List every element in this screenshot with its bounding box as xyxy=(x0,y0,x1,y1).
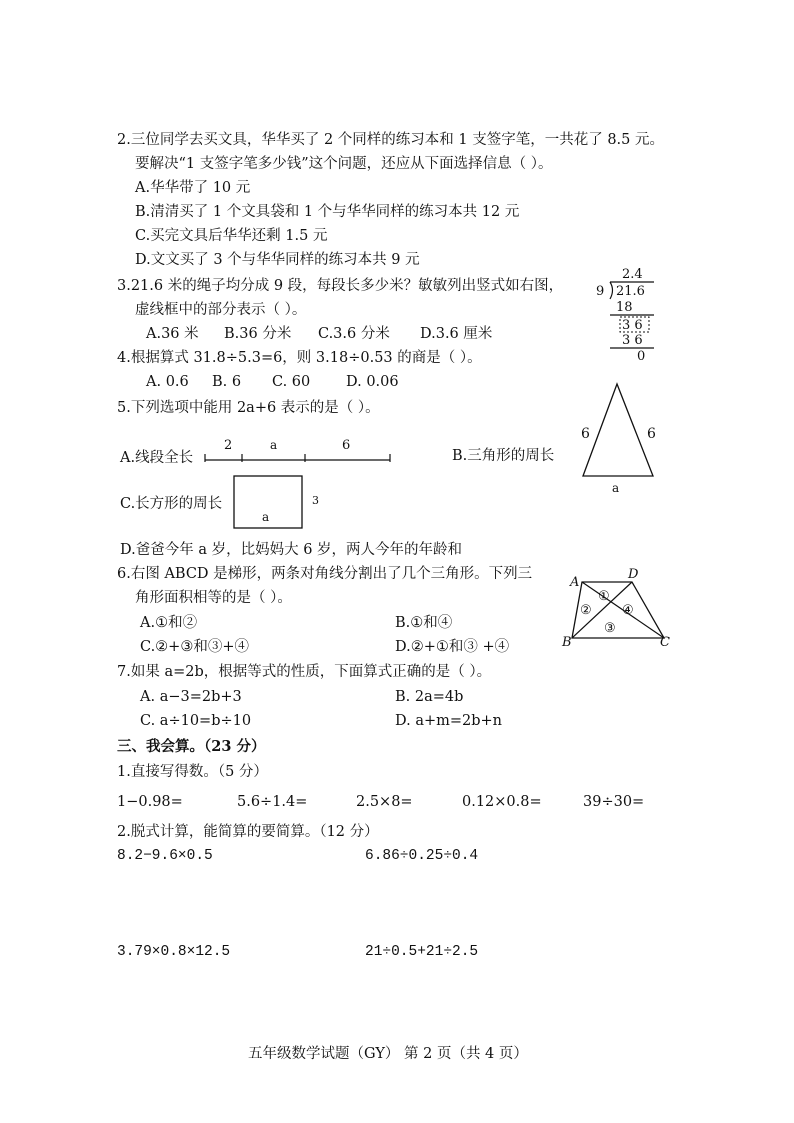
q6-option-b: B.①和④ xyxy=(395,615,453,631)
q4-option-c: C. 60 xyxy=(272,374,311,390)
q4-option-a: A. 0.6 xyxy=(146,374,189,390)
triangle-label-left: 6 xyxy=(581,426,590,442)
division-step2: 3 6 xyxy=(622,333,643,348)
q3-stem-line1: 3.21.6 米的绳子均分成 9 段，每段长多少米？敏敏列出竖式如右图， xyxy=(117,278,564,294)
q7-stem: 7.如果 a=2b，根据等式的性质，下面算式正确的是（ ）。 xyxy=(117,664,492,680)
segment-figure xyxy=(200,434,400,464)
page-footer: 五年级数学试题（GY） 第 2 页（共 4 页） xyxy=(248,1046,528,1062)
segment-label-6: 6 xyxy=(342,438,351,453)
division-final: 0 xyxy=(637,349,646,364)
q3-option-b: B.36 分米 xyxy=(224,326,292,342)
direct-calc-1: 1−0.98= xyxy=(117,794,183,810)
rectangle-label-a: a xyxy=(262,510,270,524)
section3-title: 三、我会算。（23 分） xyxy=(117,738,266,755)
q2-option-d: D.文文买了 3 个与华华同样的练习本共 9 元 xyxy=(135,252,420,268)
triangle-label-bottom: a xyxy=(612,481,620,495)
calc-expression-1: 8.2−9.6×0.5 xyxy=(117,848,213,864)
q5-option-b: B.三角形的周长 xyxy=(452,448,555,464)
q7-option-c: C. a÷10=b÷10 xyxy=(140,713,252,729)
calc-expression-3: 3.79×0.8×12.5 xyxy=(117,944,231,960)
division-dividend: 21.6 xyxy=(616,284,645,299)
triangle-label-right: 6 xyxy=(647,426,656,442)
q3-stem-line2: 虚线框中的部分表示（ ）。 xyxy=(135,302,307,318)
q3-option-c: C.3.6 分米 xyxy=(318,326,390,342)
q5-option-d: D.爸爸今年 a 岁，比妈妈大 6 岁，两人今年的年龄和 xyxy=(120,542,463,558)
q2-option-b: B.清清买了 1 个文具袋和 1 个与华华同样的练习本共 12 元 xyxy=(135,204,520,220)
q6-stem-line2: 角形面积相等的是（ ）。 xyxy=(135,590,292,606)
direct-calc-3: 2.5×8= xyxy=(356,794,413,810)
region-3: ③ xyxy=(604,621,616,636)
q7-option-b: B. 2a=4b xyxy=(395,689,464,705)
q2-option-a: A.华华带了 10 元 xyxy=(135,180,251,196)
segment-label-2: 2 xyxy=(224,438,233,453)
rectangle-figure xyxy=(232,474,332,534)
triangle-figure xyxy=(575,380,685,500)
vertex-d: D xyxy=(628,567,639,582)
q6-stem-line1: 6.右图 ABCD 是梯形，两条对角线分割出了几个三角形。下列三 xyxy=(117,566,533,582)
division-divisor: 9 xyxy=(596,284,605,299)
q6-option-c: C.②+③和③+④ xyxy=(140,639,249,655)
section3-sub2: 2.脱式计算，能简算的要简算。（12 分） xyxy=(117,824,379,840)
vertex-b: B xyxy=(562,635,572,650)
q2-stem-line1: 2.三位同学去买文具，华华买了 2 个同样的练习本和 1 支签字笔，一共花了 8.5 元。 xyxy=(117,132,664,148)
q3-option-a: A.36 米 xyxy=(146,326,199,342)
q6-option-a: A.①和② xyxy=(140,615,198,631)
region-4: ④ xyxy=(622,603,634,618)
region-2: ② xyxy=(580,603,592,618)
q2-stem-line2: 要解决“1 支签字笔多少钱”这个问题，还应从下面选择信息（ ）。 xyxy=(135,156,553,172)
calc-expression-4: 21÷0.5+21÷2.5 xyxy=(365,944,479,960)
division-bracket xyxy=(610,282,613,299)
segment-label-a: a xyxy=(270,438,278,452)
direct-calc-4: 0.12×0.8= xyxy=(462,794,542,810)
q5-option-c: C.长方形的周长 xyxy=(120,496,223,512)
q3-option-d: D.3.6 厘米 xyxy=(420,326,493,342)
q4-option-d: D. 0.06 xyxy=(346,374,399,390)
q6-option-d: D.②+①和③ +④ xyxy=(395,639,510,655)
division-quotient: 2.4 xyxy=(622,267,643,282)
q4-stem: 4.根据算式 31.8÷5.3=6，则 3.18÷0.53 的商是（ ）。 xyxy=(117,350,482,366)
q7-option-d: D. a+m=2b+n xyxy=(395,713,503,729)
q2-option-c: C.买完文具后华华还剩 1.5 元 xyxy=(135,228,328,244)
direct-calc-2: 5.6÷1.4= xyxy=(237,794,308,810)
calc-expression-2: 6.86÷0.25÷0.4 xyxy=(365,848,479,864)
q5-option-a: A.线段全长 xyxy=(120,450,194,466)
division-step1: 18 xyxy=(616,300,633,315)
vertex-c: C xyxy=(660,635,670,650)
trapezoid-figure xyxy=(560,566,680,650)
rectangle-label-side: 3 xyxy=(312,494,319,507)
q5-stem: 5.下列选项中能用 2a+6 表示的是（ ）。 xyxy=(117,400,380,416)
region-1: ① xyxy=(598,589,610,604)
q7-option-a: A. a−3=2b+3 xyxy=(140,689,242,705)
q4-option-b: B. 6 xyxy=(212,374,242,390)
division-remainder-boxed: 3 6 xyxy=(622,318,643,333)
direct-calc-5: 39÷30= xyxy=(583,794,645,810)
section3-sub1: 1.直接写得数。（5 分） xyxy=(117,764,268,780)
vertex-a: A xyxy=(570,575,580,590)
triangle-shape xyxy=(583,384,653,476)
long-division-figure xyxy=(592,262,682,362)
